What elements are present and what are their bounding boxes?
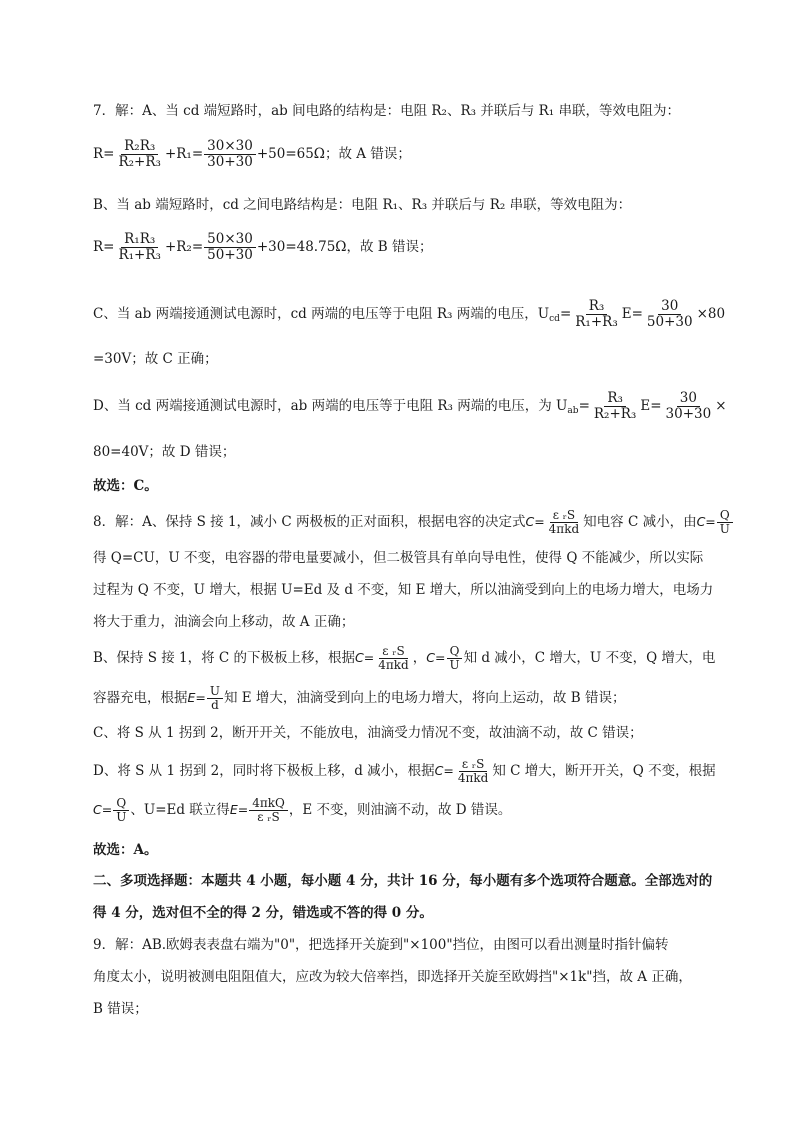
q8-b-line2: 容器充电，根据E= $\frac{U}{d}$ 知 E 增大，油滴受到向上的电场力增大，将向上运动，故 B 错误；	[93, 684, 626, 712]
q7-d-line1: D、当 cd 两端接通测试电源时，ab 两端的电压等于电阻 R₃ 两端的电压，为 $U_{ab}=$ $\frac{\text{R₃}}{\text{R₂+R₃}}$ E= $\frac{30}{30+30}$ ×	[93, 390, 727, 422]
q8-line2: 得 Q=CU，U 不变，电容器的带电量要减小，但二极管具有单向导电性，使得 Q 不能减少，所以实际	[93, 550, 704, 566]
q9-line1: 9．解：AB.欧姆表表盘右端为"0"，把选择开关旋到"×100"挡位，由图可以看出测量时指针偏转	[93, 937, 669, 953]
q8-answer: 故选：A。	[93, 842, 158, 858]
section2-heading-line2: 得 4 分，选对但不全的得 2 分，错选或不答的得 0 分。	[93, 905, 433, 921]
q7-b-intro: B、当 ab 端短路时，cd 之间电路结构是：电阻 R₁、R₃ 并联后与 R₂ 串联，等效电阻为：	[93, 197, 632, 213]
q8-d-line2: C= $\frac{Q}{U}$ 、U=Ed 联立得E= 4πkQ ε ᵣS ，E 不变，则油滴不动，故 D 错误。	[93, 796, 512, 824]
q9-line2: 角度太小，说明被测电阻阻值大，应改为较大倍率挡，即选择开关旋至欧姆挡"×1k"挡，故 A 正确，	[93, 969, 692, 985]
q8-b-line1: B、保持 S 接 1，将 C 的下极板上移，根据C= ε ᵣS 4πkd ，C= $\frac{Q}{U}$ 知 d 减小，C 增大，U 不变，Q 增大，电	[93, 644, 716, 672]
q8-line3: 过程为 Q 不变，U 增大，根据 U=Ed 及 d 不变，知 E 增大，所以油滴受到向上的电场力增大，电场力	[93, 582, 714, 598]
q9-line3: B 错误；	[93, 1001, 148, 1017]
q8-line4: 将大于重力，油滴会向上移动，故 A 正确；	[93, 614, 355, 630]
q7-d-line2: 80=40V；故 D 错误；	[93, 444, 236, 460]
q7-b-formula: R= $\frac{\text{R₁R₃}}{\text{R₁+R₃}}$ +R₂= $\frac{50\times 30}{50+30}$ +30=48.75Ω，故 B 错误；	[93, 231, 433, 263]
q8-line1: 8．解：A、保持 S 接 1，减小 C 两极板的正对面积，根据电容的决定式C= ε ᵣS 4πkd 知电容 C 减小，由C= $\frac{Q}{U}$	[93, 509, 734, 536]
q7-c-line2: =30V；故 C 正确；	[93, 351, 218, 367]
q7-answer: 故选：C。	[93, 478, 158, 494]
q8-d-line1: D、将 S 从 1 拐到 2，同时将下极板上移，d 减小，根据C= ε ᵣS 4πkd 知 C 增大，断开开关，Q 不变，根据	[93, 757, 716, 785]
q7-a-formula: R= $\frac{\text{R₂R₃}}{\text{R₂+R₃}}$ +R₁= $\frac{30\times 30}{30+30}$ +50=65Ω；故 A 错误；	[93, 138, 411, 170]
q7-intro: 7．解：A、当 cd 端短路时，ab 间电路的结构是：电阻 R₂、R₃ 并联后与 R₁ 串联，等效电阻为：	[93, 103, 680, 119]
q7-c-line1: C、当 ab 两端接通测试电源时，cd 两端的电压等于电阻 R₃ 两端的电压，$U_{cd}=$ $\frac{\text{R₃}}{\text{R₁+R₃}}$ E= $\frac{30}{50+30}$ ×80	[93, 298, 726, 330]
q8-c-line: C、将 S 从 1 拐到 2，断开开关，不能放电，油滴受力情况不变，故油滴不动，故 C 错误；	[93, 725, 643, 741]
section2-heading-line1: 二、多项选择题：本题共 4 小题，每小题 4 分，共计 16 分，每小题有多个选项符合题意。全部选对的	[93, 873, 713, 889]
